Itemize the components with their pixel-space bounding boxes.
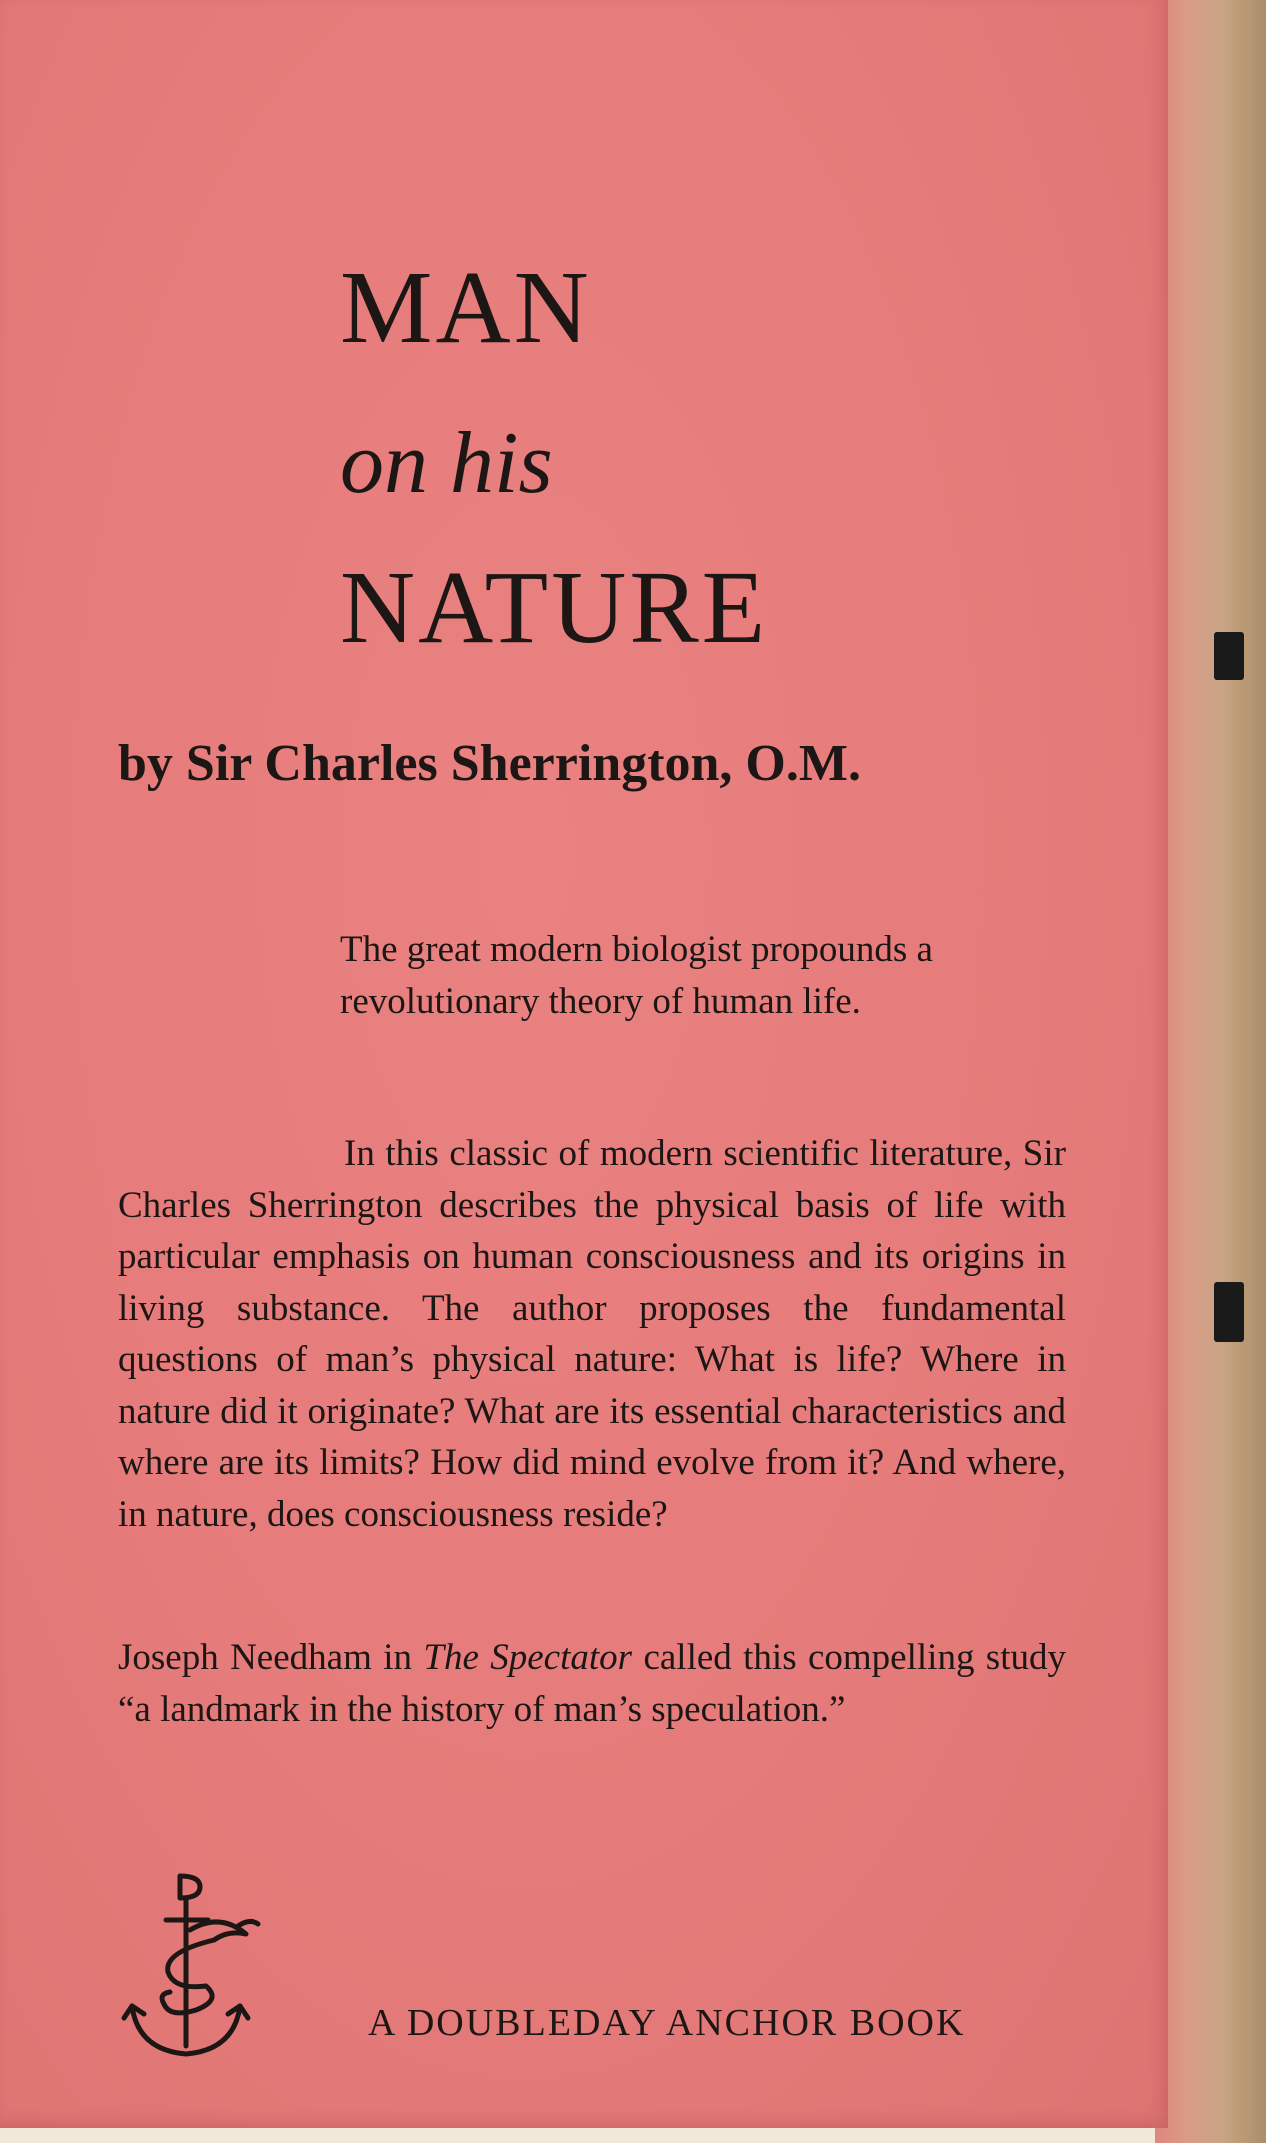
binding-mark — [1214, 1282, 1244, 1342]
tagline: The great modern biologist propounds a revolutionary theory of human life. — [340, 929, 933, 1022]
review-quote — [118, 1632, 1066, 1735]
spine-edge — [1155, 0, 1266, 2143]
binding-mark — [1214, 632, 1244, 680]
quote-publication: The Spectator — [423, 1637, 633, 1678]
description: In this classic of modern scientific literature, Sir Charles Sherrington describes the physical basis of life with particular emphasis on human consciousness and its origins in living substance. The author proposes the fundamental questions of man’s physical nature: What is life? Where in nature did it originate? What are its essential characteristics and where are its limits? How did mind evolve from it? And where, in nature, does consciousness reside? — [118, 1133, 1066, 1535]
quote-after: called this compelling study “a landmark in the history of man’s speculation.” — [118, 1637, 1066, 1730]
title-line-3: NATURE — [340, 550, 769, 665]
publisher-imprint: A DOUBLEDAY ANCHOR BOOK — [368, 2002, 966, 2044]
author-byline: by Sir Charles Sherrington, O.M. — [118, 735, 861, 792]
quote-before: Joseph Needham in — [118, 1637, 424, 1678]
title-line-1: MAN — [340, 250, 592, 365]
anchor-dolphin-icon — [118, 1868, 268, 2066]
title-line-2: on his — [340, 415, 553, 512]
